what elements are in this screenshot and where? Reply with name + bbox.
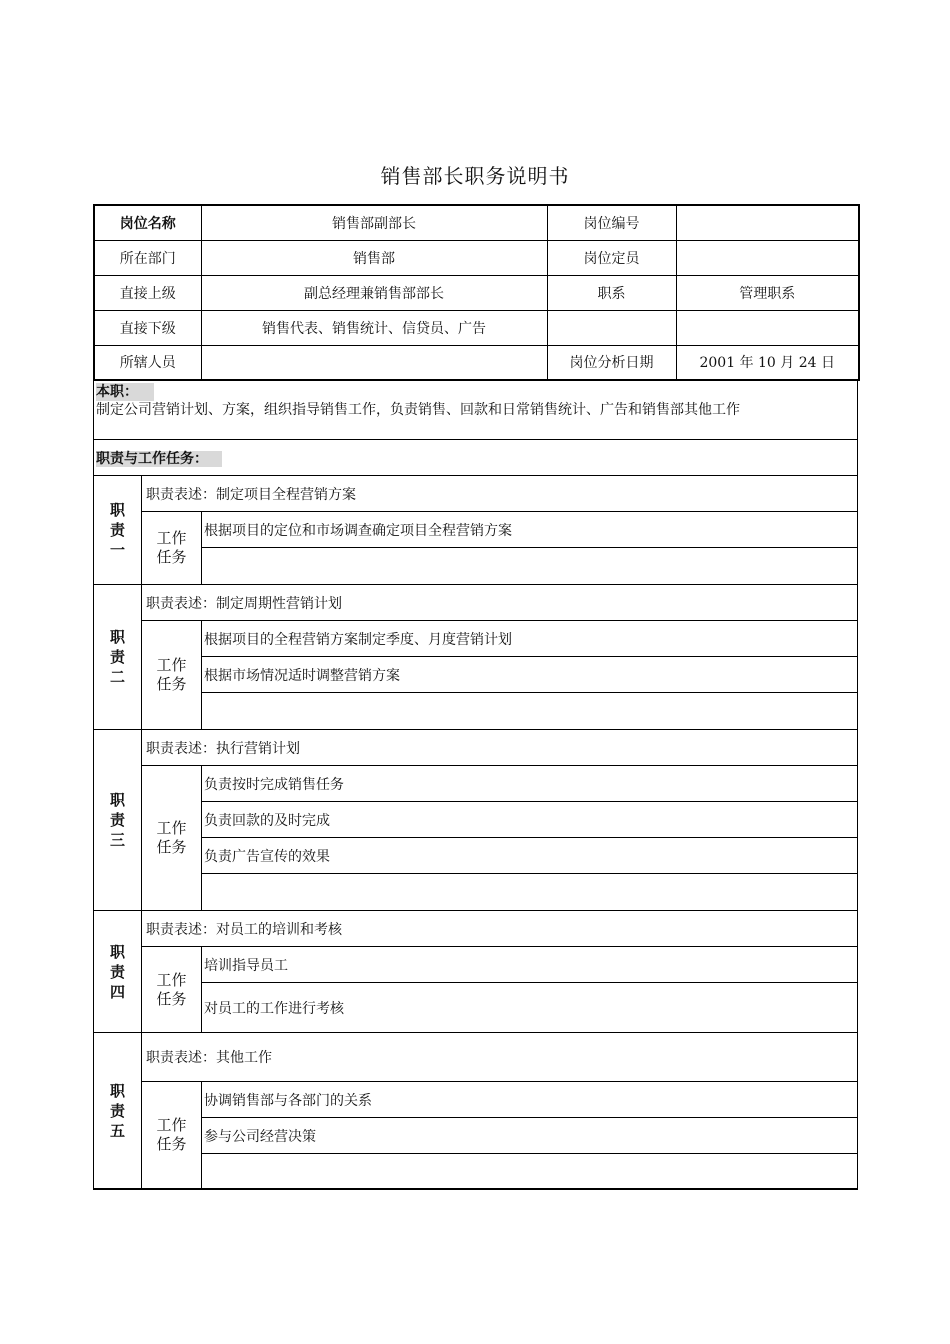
duty-label: 职责二 <box>94 585 142 729</box>
duty-description: 职责表述：对员工的培训和考核 <box>142 911 857 947</box>
info-value: 管理职系 <box>676 275 859 310</box>
info-key: 岗位编号 <box>547 205 676 240</box>
task-item: 协调销售部与各部门的关系 <box>202 1082 857 1118</box>
info-key: 岗位分析日期 <box>547 345 676 380</box>
duty-description: 职责表述：执行营销计划 <box>142 730 857 766</box>
info-key: 岗位定员 <box>547 240 676 275</box>
task-label: 工作任务 <box>142 1082 202 1188</box>
duty-label: 职责三 <box>94 730 142 910</box>
duty-description: 职责表述：制定周期性营销计划 <box>142 585 857 621</box>
duties-heading: 职责与工作任务： <box>96 451 222 467</box>
duty-label: 职责五 <box>94 1033 142 1188</box>
task-item: 根据项目的定位和市场调查确定项目全程营销方案 <box>202 512 857 548</box>
info-value <box>676 205 859 240</box>
task-list <box>202 1082 857 1188</box>
info-key: 直接上级 <box>94 275 201 310</box>
info-row <box>94 345 859 380</box>
task-item: 负责回款的及时完成 <box>202 802 857 838</box>
info-value <box>201 345 547 380</box>
task-item <box>202 874 857 910</box>
info-value: 销售代表、销售统计、信贷员、广告 <box>201 310 547 345</box>
task-label: 工作任务 <box>142 766 202 910</box>
document-title: 销售部长职务说明书 <box>380 164 570 188</box>
info-row <box>94 310 859 345</box>
task-item: 负责按时完成销售任务 <box>202 766 857 802</box>
task-list <box>202 947 857 1032</box>
info-value: 副总经理兼销售部部长 <box>201 275 547 310</box>
duty-block-4 <box>93 911 858 1033</box>
duties-section-header <box>93 440 858 476</box>
task-item: 培训指导员工 <box>202 947 857 983</box>
duty-block-1 <box>93 476 858 585</box>
info-value <box>676 240 859 275</box>
task-item <box>202 693 857 729</box>
task-list <box>202 512 857 584</box>
task-list <box>202 766 857 910</box>
info-row <box>94 240 859 275</box>
task-label: 工作任务 <box>142 512 202 584</box>
info-value <box>676 310 859 345</box>
task-item: 根据市场情况适时调整营销方案 <box>202 657 857 693</box>
duty-label: 职责一 <box>94 476 142 584</box>
info-key: 直接下级 <box>94 310 201 345</box>
job-description-sheet <box>93 204 858 1190</box>
info-row <box>94 275 859 310</box>
primary-duty-section <box>93 381 858 440</box>
task-item: 对员工的工作进行考核 <box>204 1000 344 1017</box>
duty-block-2 <box>93 585 858 730</box>
info-value: 销售部 <box>201 240 547 275</box>
info-value: 2001 年 10 月 24 日 <box>676 345 859 380</box>
task-item <box>202 548 857 584</box>
duty-block-5 <box>93 1033 858 1190</box>
info-key <box>547 310 676 345</box>
task-item: 参与公司经营决策 <box>202 1118 857 1154</box>
task-label: 工作任务 <box>142 621 202 729</box>
info-key: 职系 <box>547 275 676 310</box>
info-key: 所在部门 <box>94 240 201 275</box>
info-key: 岗位名称 <box>94 205 201 240</box>
task-item: 根据项目的全程营销方案制定季度、月度营销计划 <box>202 621 857 657</box>
task-item: 负责广告宣传的效果 <box>202 838 857 874</box>
duty-label: 职责四 <box>94 911 142 1032</box>
info-row <box>94 205 859 240</box>
task-label: 工作任务 <box>142 947 202 1032</box>
duty-description: 职责表述：其他工作 <box>142 1033 857 1082</box>
primary-duty-heading: 本职： <box>96 383 154 401</box>
info-key: 所辖人员 <box>94 345 201 380</box>
duty-block-3 <box>93 730 858 911</box>
duty-description: 职责表述：制定项目全程营销方案 <box>142 476 857 512</box>
info-table <box>93 204 860 381</box>
info-value: 销售部副部长 <box>201 205 547 240</box>
primary-duty-text: 制定公司营销计划、方案，组织指导销售工作，负责销售、回款和日常销售统计、广告和销售部其他工作 <box>96 402 740 418</box>
task-item <box>202 1154 857 1188</box>
task-list <box>202 621 857 729</box>
